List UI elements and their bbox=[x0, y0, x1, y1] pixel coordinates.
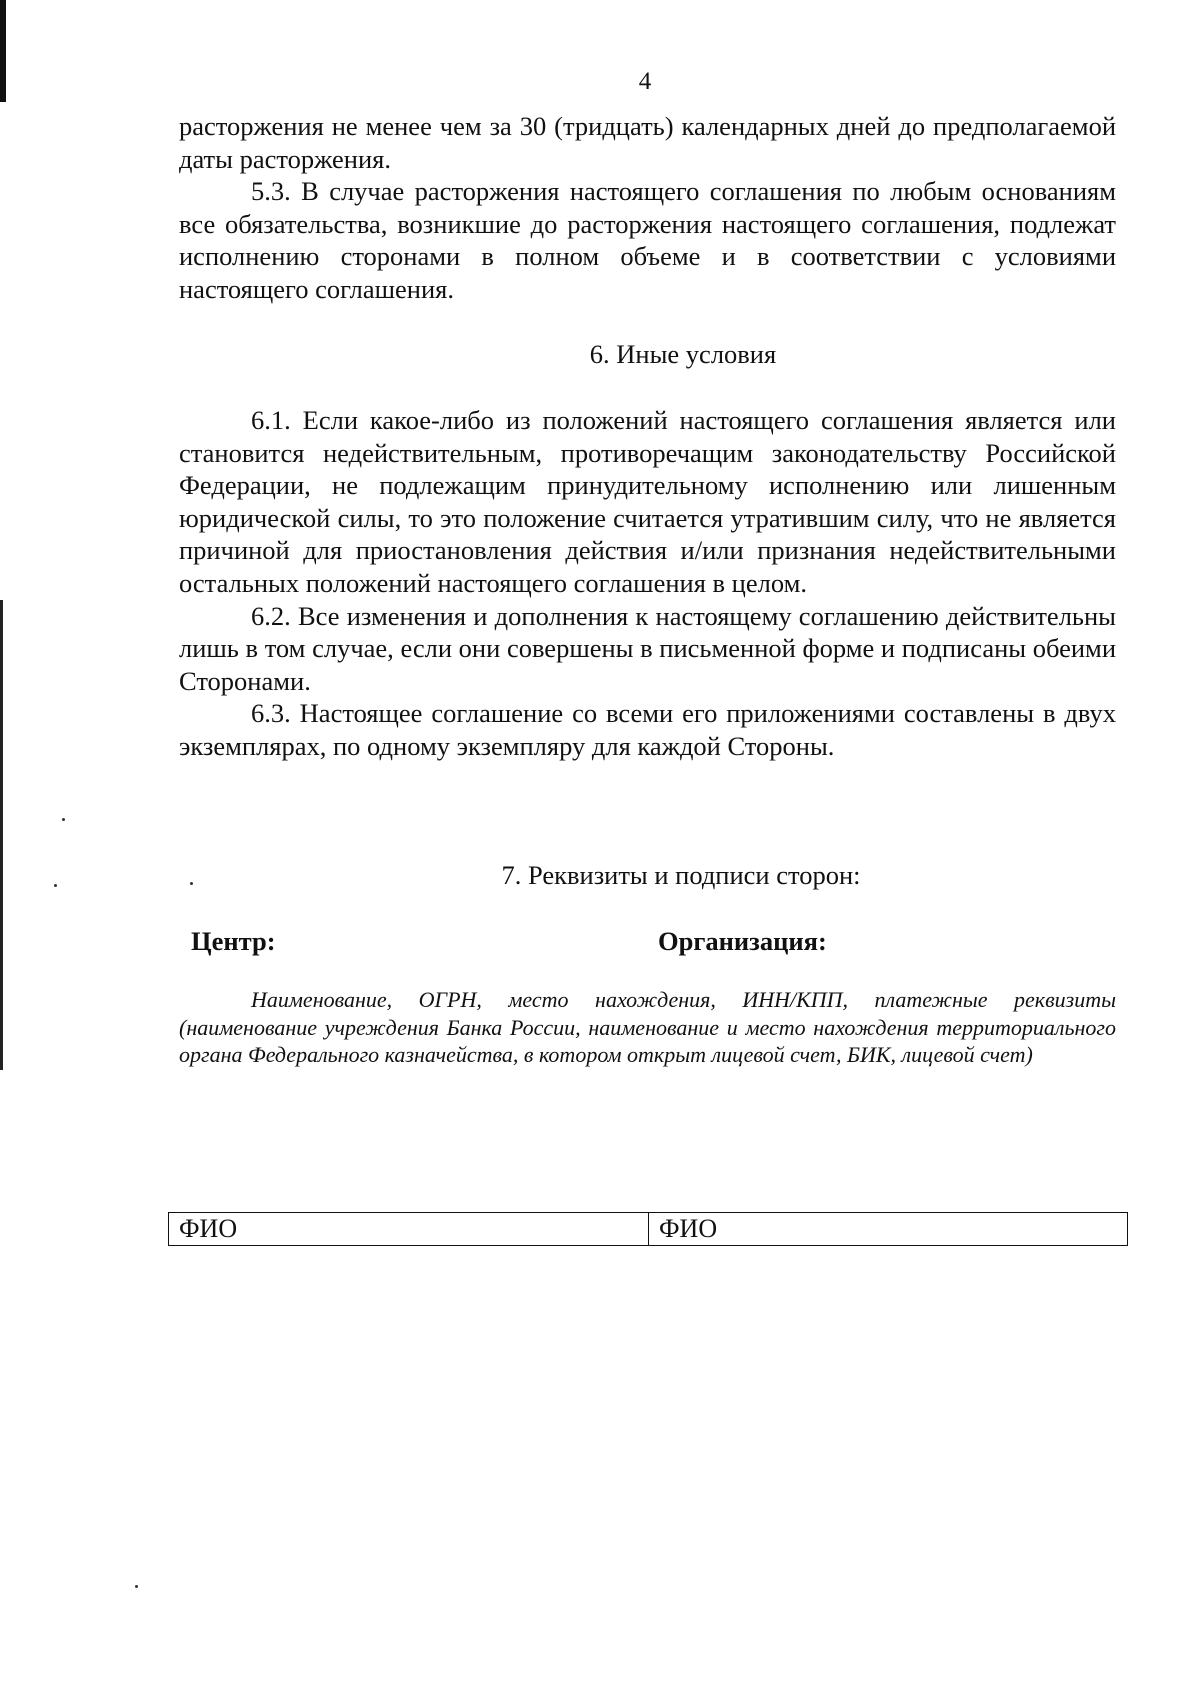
scan-speck bbox=[135, 1585, 138, 1588]
paragraph-continued: расторжения не менее чем за 30 (тридцать) календарных дней до предполагаемой даты расторжения. bbox=[179, 111, 1116, 174]
section-7-heading: 7. Реквизиты и подписи сторон: bbox=[501, 860, 861, 890]
scan-speck bbox=[62, 818, 65, 821]
section-5-tail bbox=[179, 110, 1116, 306]
party-label-organization: Организация: bbox=[658, 926, 827, 956]
party-label-center: Центр: bbox=[191, 926, 276, 956]
signature-table bbox=[168, 1212, 1128, 1246]
signature-row bbox=[169, 1213, 1128, 1246]
section-6-heading: 6. Иные условия bbox=[589, 339, 777, 369]
page-number: 4 bbox=[638, 68, 652, 95]
paragraph-6-3: 6.3. Настоящее соглашение со всеми его приложениями составлены в двух экземплярах, по одному экземпляру для каждой Стороны. bbox=[179, 698, 1116, 761]
paragraph-6-1: 6.1. Если какое-либо из положений настоящего соглашения является или становится недействительным, противоречащим законодательству Российской Федерации, не подлежащим принудительному исполнению или лишенным юридической силы, то это положение считается утратившим силу, что не является причиной для приостановления действия и/или признания недействительными остальных положений настоящего соглашения в целом. bbox=[179, 405, 1116, 598]
scan-edge-artifact bbox=[0, 600, 3, 1070]
requisites-note: Наименование, ОГРН, место нахождения, ИНН/КПП, платежные реквизиты (наименование учреждения Банка России, наименование и место нахождения территориального органа Федерального казначейства, в котором открыт лицевой счет, БИК, лицевой счет) bbox=[179, 987, 1116, 1067]
signature-cell-left: ФИО bbox=[169, 1213, 649, 1246]
paragraph-6-2: 6.2. Все изменения и дополнения к настоящему соглашению действительны лишь в том случае, если они совершены в письменной форме и подписаны обеими Сторонами. bbox=[179, 600, 1116, 696]
paragraph-5-3: 5.3. В случае расторжения настоящего соглашения по любым основаниям все обязательства, возникшие до расторжения настоящего соглашения, подлежат исполнению сторонами в полном объеме и в соответствии с условиями настоящего соглашения. bbox=[179, 176, 1116, 304]
signature-cell-right: ФИО bbox=[649, 1213, 1128, 1246]
section-6-body bbox=[179, 404, 1116, 763]
